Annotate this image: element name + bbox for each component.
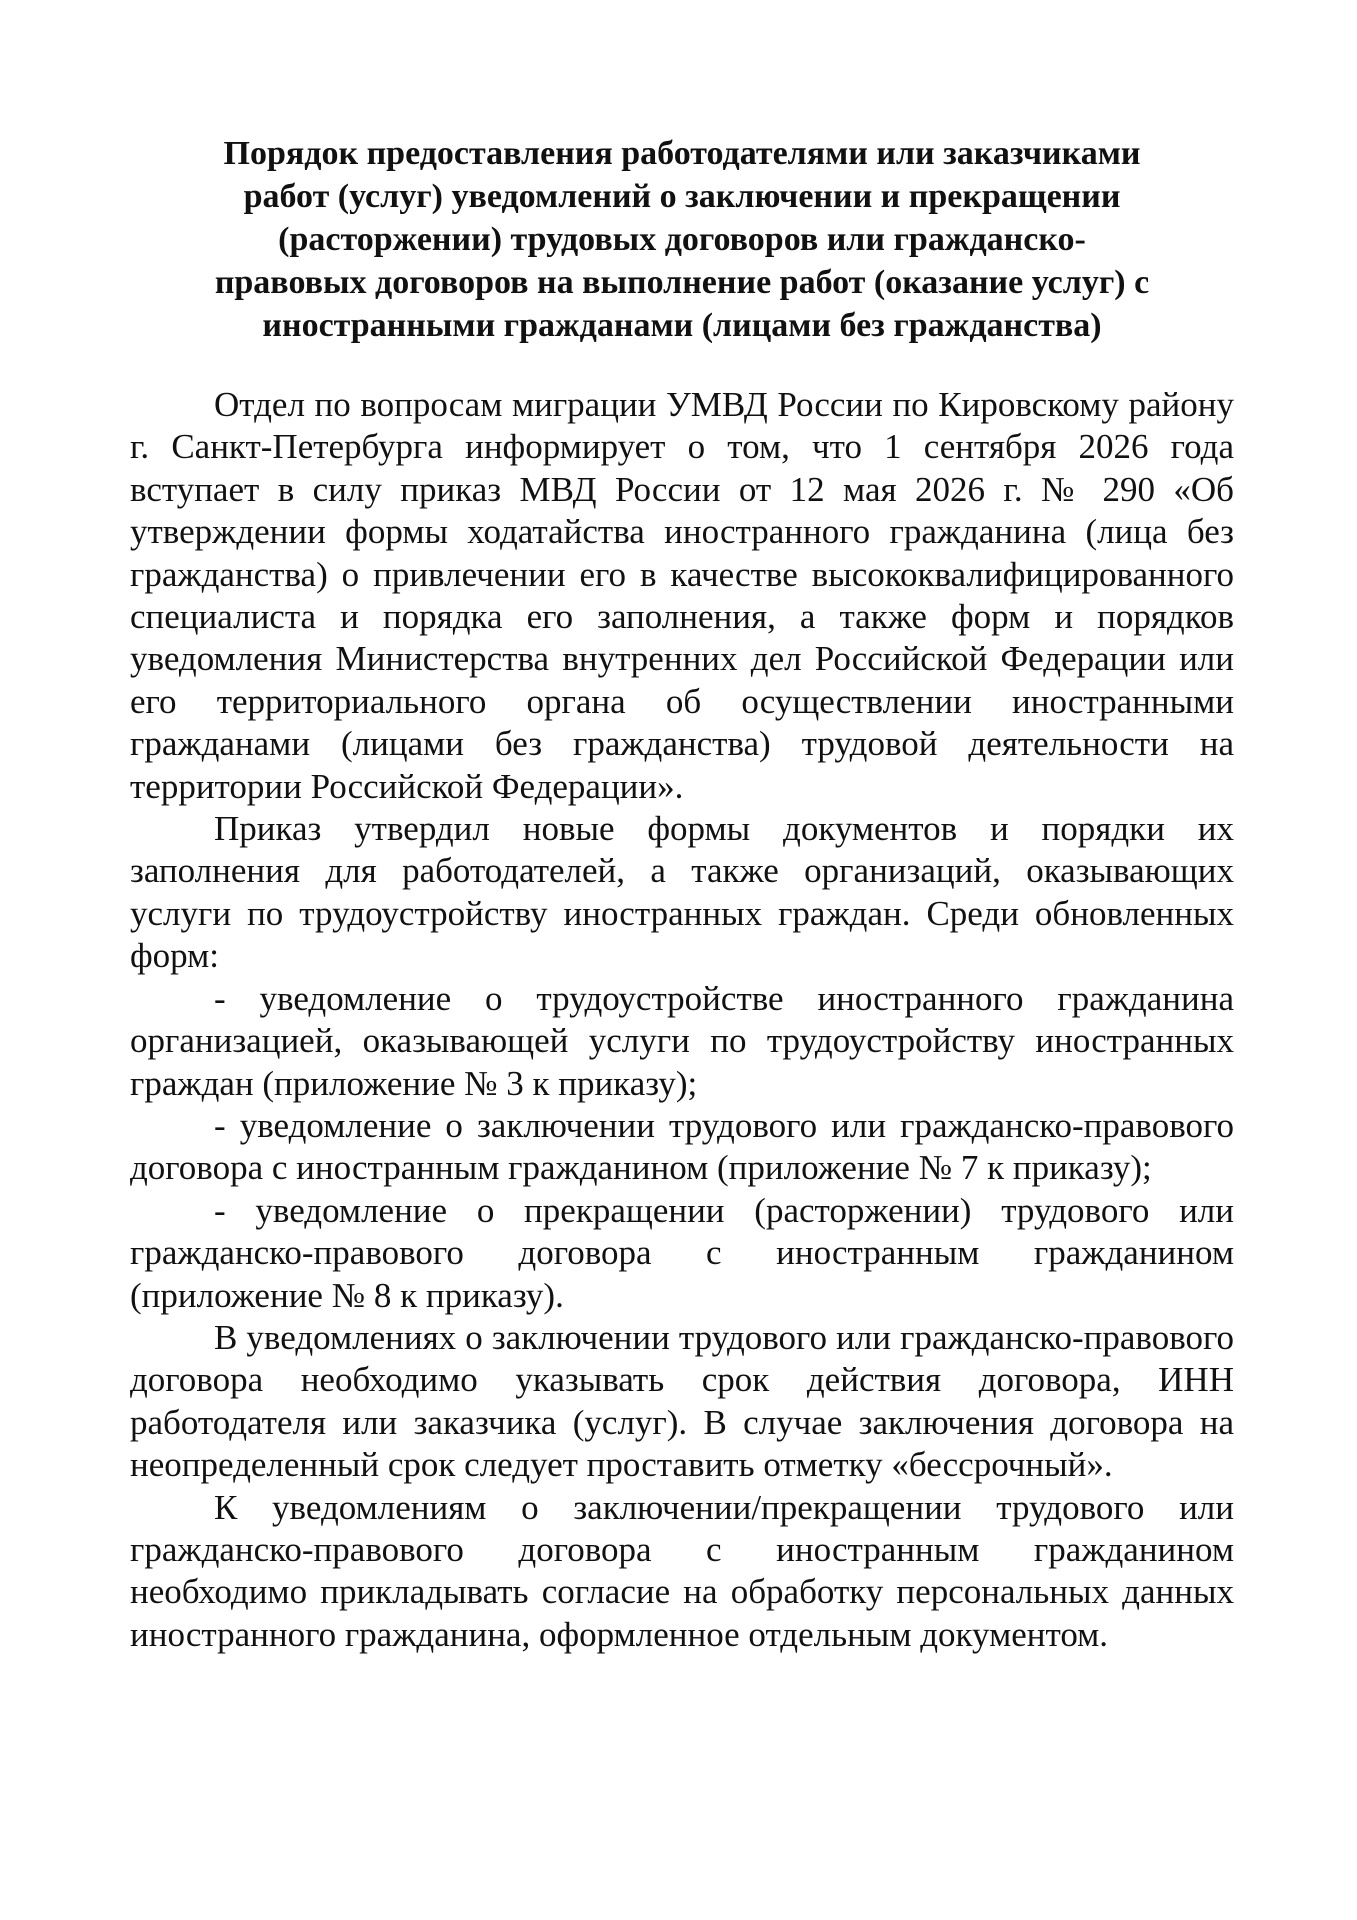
title-line-5: иностранными гражданами (лицами без гражданства) [262, 307, 1102, 344]
document-page [130, 132, 1234, 1656]
title-line-3: (расторжении) трудовых договоров или гражданско- [278, 221, 1086, 258]
document-body [130, 384, 1234, 1656]
list-item-appendix-8: - уведомление о прекращении (расторжении) трудового или гражданско-правового договора с иностранным гражданином (приложение № 8 к приказу). [130, 1190, 1234, 1315]
document-title [130, 132, 1234, 347]
paragraph-personal-data-consent: К уведомлениям о заключении/прекращении трудового или гражданско-правового договора с иностранным гражданином необходимо прикладывать согласие на обработку персональных данных иностранного гражданина, оформленное отдельным документом. [130, 1487, 1234, 1654]
paragraph-contract-term: В уведомлениях о заключении трудового или гражданско-правового договора необходимо указывать срок действия договора, ИНН работодателя или заказчика (услуг). В случае заключения договора на неопределенный срок следует проставить отметку «бессрочный». [130, 1317, 1234, 1485]
list-item-appendix-7: - уведомление о заключении трудового или гражданско-правового договора с иностранным гражданином (приложение № 7 к приказу); [130, 1105, 1234, 1188]
paragraph-announcement: Отдел по вопросам миграции УМВД России по Кировскому району г. Санкт-Петербурга информирует о том, что 1 сентября 2026 года вступает в силу приказ МВД России от 12 мая 2026 г. № 290 «Об утверждении формы ходатайства иностранного гражданина (лица без гражданства) о привлечении его в качестве высококвалифицированного специалиста и порядка его заполнения, а также форм и порядков уведомления Министерства внутренних дел Российской Федерации или его территориального органа об осуществлении иностранными гражданами (лицами без гражданства) трудовой деятельности на территории Российской Федерации». [130, 385, 1234, 806]
title-line-2: работ (услуг) уведомлений о заключении и прекращении [243, 178, 1121, 215]
paragraph-order-forms: Приказ утвердил новые формы документов и порядки их заполнения для работодателей, а также организаций, оказывающих услуги по трудоустройству иностранных граждан. Среди обновленных форм: [130, 809, 1234, 976]
title-line-4: правовых договоров на выполнение работ (оказание услуг) с [214, 264, 1150, 301]
title-line-1: Порядок предоставления работодателями или заказчиками [223, 135, 1141, 172]
list-item-appendix-3: - уведомление о трудоустройстве иностранного гражданина организацией, оказывающей услуги по трудоустройству иностранных граждан (приложение № 3 к приказу); [130, 978, 1234, 1103]
